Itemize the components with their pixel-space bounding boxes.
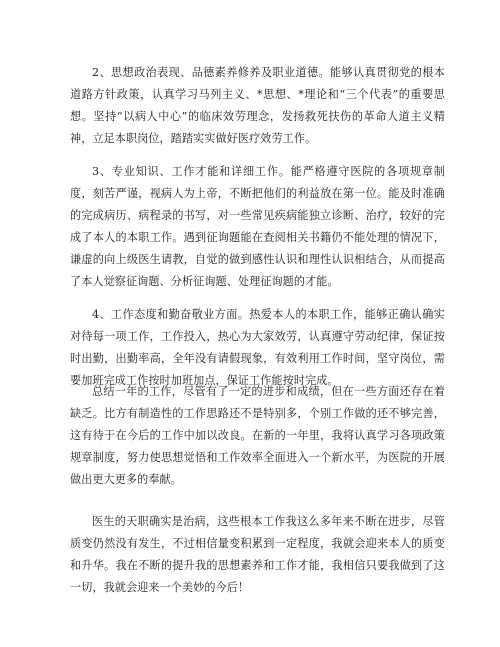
paragraph-political-performance: 2、思想政治表现、品德素养修养及职业道德。能够认真贯彻党的根本道路方针政策，认真学习马列主义、*思想、*理论和“三个代表”的重要思想。坚持“以病人中心”的临床效劳理念，发扬救死扶伤的革命人道主义精神，立足本职岗位，踏踏实实做好医疗效劳工作。 (70, 66, 445, 146)
paragraph-work-attitude: 4、工作态度和勤奋敬业方面。热爱本人的本职工作，能够正确认确实对待每一项工作，工作投入，热心为大家效劳，认真遵守劳动纪律，保证按时出勤，出勤率高，全年没有请假现象，有效利用工作时间，坚守岗位，需要加班完成工作按时加班加点，保证工作能按时完成。 (70, 308, 445, 388)
paragraph-year-summary: 总结一年的工作，尽管有了一定的进步和成绩，但在一些方面还存在着缺乏。比方有制造性的工作思路还不是特别多，个别工作做的还不够完善，这有待于在今后的工作中加以改良。在新的一年里，我将认真学习各项政策规章制度，努力使思想觉悟和工作效率全面进入一个新水平，为医院的开展做出更大更多的奉献。 (70, 385, 445, 487)
paragraph-closing: 医生的天职确实是治病，这些根本工作我这么多年来不断在进步，尽管质变仍然没有发生，不过相信量变积累到一定程度，我就会迎来本人的质变和升华。我在不断的提升我的思想素养和工作才能，我相信只要我做到了这一切，我就会迎来一个美妙的今后！ (70, 515, 445, 595)
paragraph-professional-ability: 3、专业知识、工作才能和详细工作。能严格遵守医院的各项规章制度，刻苦严谨，视病人为上帝，不断把他们的利益放在第一位。能及时准确的完成病历、病程录的书写，对一些常见疾病能独立诊断、治疗，较好的完成了本人的本职工作。遇到征询题能在查阅相关书籍仍不能处理的情况下，谦虚的向上级医生请教，自觉的做到感性认识和理性认识相结合，从而提高了本人觉察征询题、分析征询题、处理征询题的才能。 (70, 165, 445, 289)
